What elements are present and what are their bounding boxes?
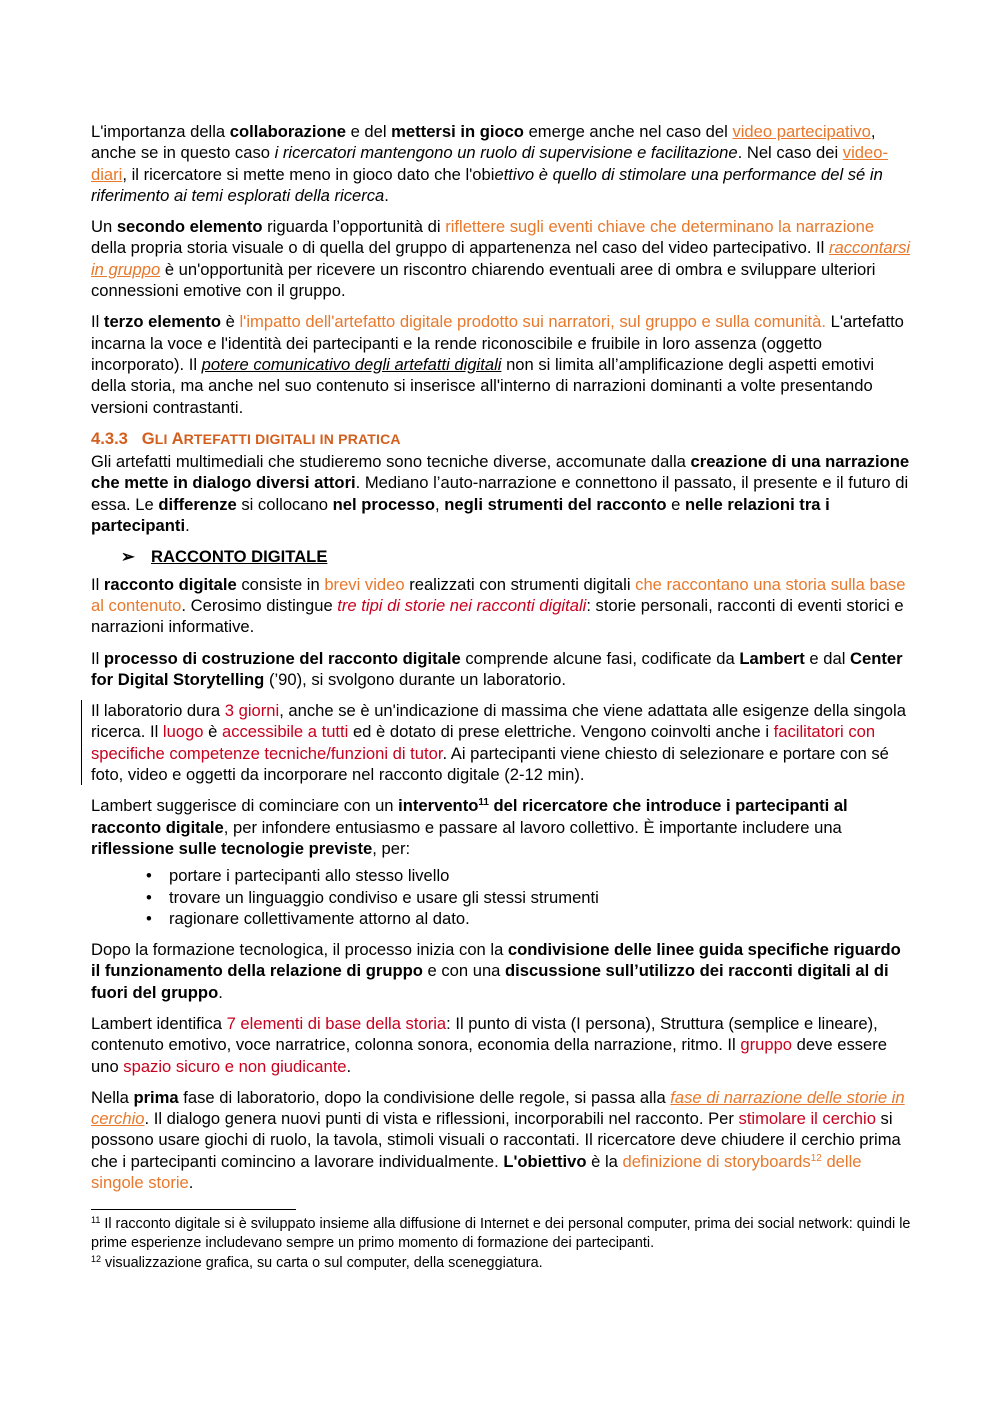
paragraph-processo-costruzione: Il processo di costruzione del racconto digitale comprende alcune fasi, codificate da Lambert e dal Center for Digital Storytelling (’90), si svolgono durante un laboratorio. xyxy=(91,648,903,689)
footnotes xyxy=(91,1215,913,1273)
footnote-ref-12[interactable]: 12 xyxy=(810,1152,822,1164)
paragraph-lambert-intervento: Lambert suggerisce di cominciare con un intervento$^{11}$ del ricercatore che introduce i partecipanti al racconto digitale, per infondere entusiasmo e passare al lavoro collettivo. È importante includere una riflessione sulle tecnologie previste, per: xyxy=(91,796,848,858)
footnote-separator xyxy=(91,1209,296,1210)
paragraph-elementi-storia: Lambert identifica 7 elementi di base della storia: Il punto di vista (I persona), Struttura (semplice e lineare), contenuto emotivo, voce narratrice, colonna sonora, economia della narrazione, ritmo. Il gruppo deve essere uno spazio sicuro e non giudicante. xyxy=(91,1013,888,1076)
paragraph-collaborazione: L'importanza della collaborazione e del mettersi in gioco emerge anche nel caso del video partecipativo, anche se in questo caso i ricercatori mantengono un ruolo di supervisione e facilitazione. Nel caso dei video-diari, il ricercatore si mette meno in gioco dato che l'obiettivo è quello di stimolare una performance del sé in riferimento ai temi esplorati della ricerca. xyxy=(91,122,888,205)
paragraph-terzo-elemento: Il terzo elemento è l'impatto dell'artefatto digitale prodotto sui narratori, sul gruppo e sulla comunità. L'artefatto incarna la voce e l'identità dei partecipanti e la rende riconoscibile e fruibile in loro assenza (oggetto incorporato). Il potere comunicativo degli artefatti digitali non si limita all’amplificazione degli aspetti emotivi della storia, ma anche nel suo contenuto si inserisce all'interno di narrazioni dominanti a volte presentando versioni contrastanti. xyxy=(91,312,904,417)
subheading-racconto-digitale: ➢ RACCONTO DIGITALE xyxy=(121,547,328,567)
arrow-bullet-icon: ➢ xyxy=(121,547,135,567)
list-item: • portare i partecipanti allo stesso livello xyxy=(146,865,913,886)
link-raccontarsi-in-gruppo[interactable]: raccontarsi in gruppo xyxy=(91,238,911,279)
paragraph-secondo-elemento: Un secondo elemento riguarda l’opportunità di riflettere sugli eventi chiave che determinano la narrazione della propria storia visuale o di quella del gruppo di appartenenza nel caso del video partecipativo. Il raccontarsi in gruppo è un'opportunità per ricevere un riscontro chiarendo eventuali aree di ombra e sviluppare ulteriori connessioni emotive con il gruppo. xyxy=(91,217,911,301)
list-item: • trovare un linguaggio condiviso e usare gli stessi strumenti xyxy=(146,887,913,908)
footnote-ref-11[interactable]: 11 xyxy=(478,797,489,809)
paragraph-prima-fase: Nella prima fase di laboratorio, dopo la condivisione delle regole, si passa alla fase di narrazione delle storie in cerchio. Il dialogo genera nuovi punti di vista e riflessioni, incorporabili nel racconto. Per stimolare il cerchio si possono usare giochi di ruolo, la tavola, stimoli visuali o raccontati. Il ricercatore deve chiudere il cerchio prima che i partecipanti comincino a lavorare individualmente. L'obiettivo è la definizione di storyboards$^{12}$ delle singole storie. xyxy=(91,1087,905,1193)
document-body xyxy=(91,121,913,1203)
link-video-diari[interactable]: video-diari xyxy=(91,143,888,184)
section-heading-4-3-3: 4.3.3 GLI ARTEFATTI DIGITALI IN PRATICA xyxy=(91,428,401,448)
bullet-list xyxy=(91,865,913,929)
paragraph-artefatti-multimediali: Gli artefatti multimediali che studieremo sono tecniche diverse, accomunate dalla creazione di una narrazione che mette in dialogo diversi attori. Mediano l’auto-narrazione e connettono il passato, il presente e il futuro di essa. Le differenze si collocano nel processo, negli strumenti del racconto e nelle relazioni tra i partecipanti. xyxy=(91,452,910,536)
footnote-12: $^{12}$ visualizzazione grafica, su carta o sul computer, della sceneggiatura. xyxy=(91,1253,543,1271)
underlined-potere-comunicativo: potere comunicativo degli artefatti digitali xyxy=(201,354,502,374)
link-fase-di-narrazione[interactable]: fase di narrazione delle storie in cerchio xyxy=(91,1087,905,1129)
footnote-11: $^{11}$ Il racconto digitale si è sviluppato insieme alla diffusione di Internet e dei personal computer, prima dei social network: quindi le prime esperienze includevano sempre un primo momento di formazione dei partecipanti. xyxy=(91,1215,911,1252)
paragraph-laboratorio: Il laboratorio dura 3 giorni, anche se è un'indicazione di massima che viene adattata alle esigenze della singola ricerca. Il luogo è accessibile a tutti ed è dotato di prese elettriche. Vengono coinvolti anche i facilitatori con specifiche competenze tecniche/funzioni di tutor. Ai partecipanti viene chiesto di selezionare e portare con sé foto, video e oggetti da incorporare nel racconto digitale (2-12 min). xyxy=(81,700,913,785)
link-video-partecipativo[interactable]: video partecipativo xyxy=(732,122,871,141)
list-item: • ragionare collettivamente attorno al dato. xyxy=(146,908,913,929)
paragraph-formazione-tecnologica: Dopo la formazione tecnologica, il processo inizia con la condivisione delle linee guida specifiche riguardo il funzionamento della relazione di gruppo e con una discussione sull’utilizzo dei racconti digitali al di fuori del gruppo. xyxy=(91,940,901,1002)
paragraph-racconto-digitale: Il racconto digitale consiste in brevi video realizzati con strumenti digitali che raccontano una storia sulla base al contenuto. Cerosimo distingue tre tipi di storie nei racconti digitali: storie personali, racconti di eventi storici e narrazioni informative. xyxy=(91,574,906,637)
